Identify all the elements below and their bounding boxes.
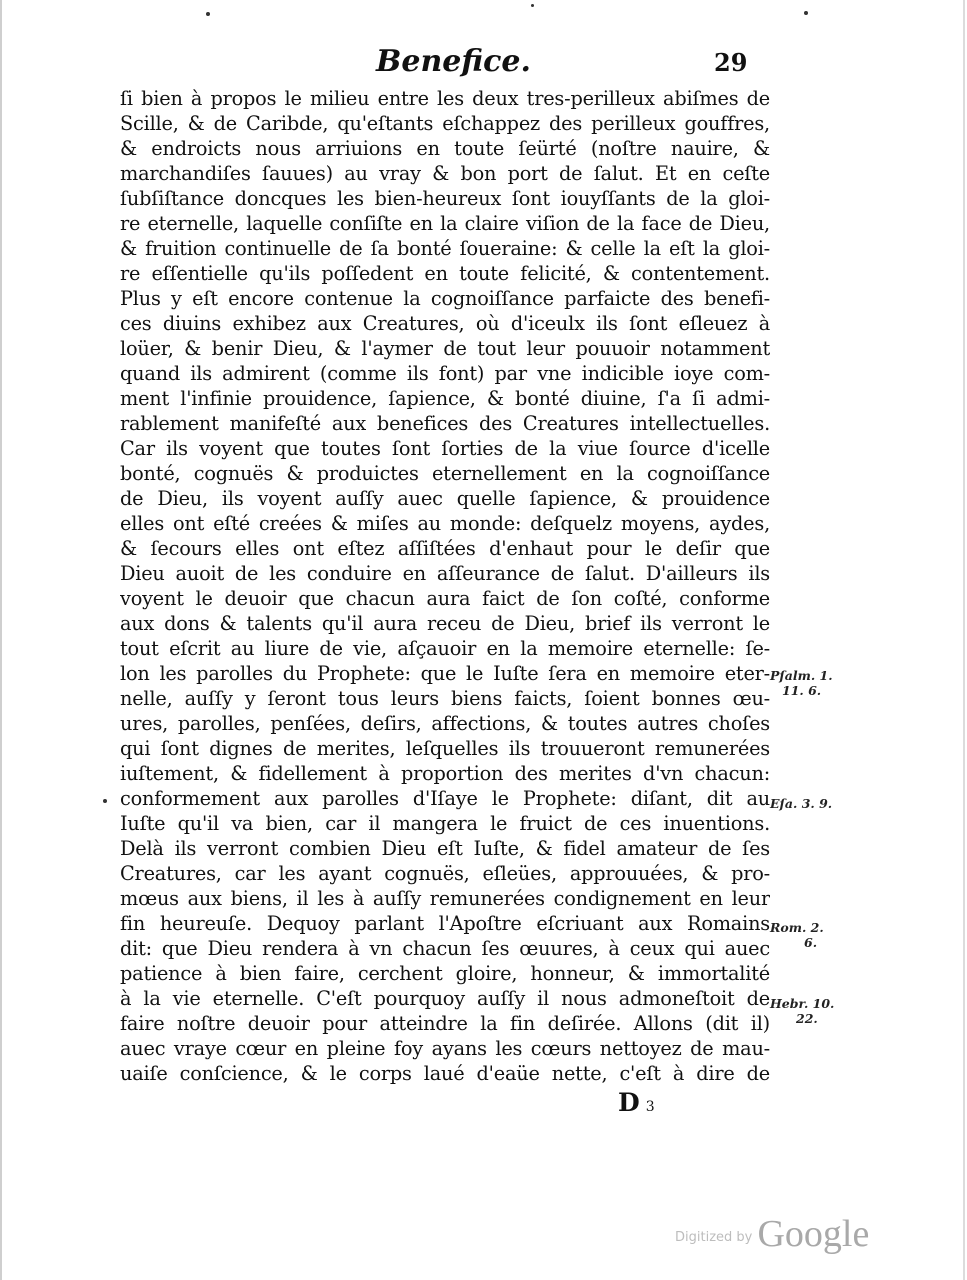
ink-speck: [103, 799, 107, 803]
margin-note-psalm: [770, 668, 833, 698]
watermark-prefix: Digitized by: [675, 1230, 753, 1245]
margin-note-isaiah: [770, 796, 832, 811]
text-line: elles ont eſté creées & miſes au monde: deſquelz moyens, aydes,: [120, 512, 770, 535]
text-line: re eternelle, laquelle conſiſte en la claire viſion de la face de Dieu,: [120, 212, 770, 235]
text-line: marchandiſes ſauues) au vray & bon port de ſalut. Et en ceſte: [120, 162, 770, 185]
text-line: nelle, auſſy y ſeront tous leurs biens faicts, ſoient bonnes œu-: [120, 687, 770, 710]
text-line: Delà ils verront combien Dieu eſt Iuſte, & fidel amateur de ſes: [120, 837, 770, 860]
ink-speck: [206, 12, 210, 16]
text-line: & fruition continuelle de ſa bonté ſoueraine: & celle la eſt la gloi-: [120, 237, 770, 260]
margin-note-hebrews: [770, 996, 834, 1026]
text-line: re eſſentielle qu'ils poſſedent en toute felicité, & contentement.: [120, 262, 770, 285]
signature-mark: [618, 1088, 655, 1117]
text-line: bonté, cognuës & produictes eternellement en la cognoiſſance: [120, 462, 770, 485]
text-line: lon les parolles du Prophete: que le Iuſte ſera en memoire eter-: [120, 662, 770, 685]
running-header: [370, 44, 770, 84]
margin-note-line: 6.: [804, 935, 818, 950]
margin-note-line: Hebr. 10.: [770, 996, 835, 1011]
text-line: aux dons & talents qu'il aura receu de Dieu, brief ils verront le: [120, 612, 770, 635]
text-line: Scille, & de Caribde, qu'eſtants eſchappez des perilleux gouffres,: [120, 112, 770, 135]
ink-speck: [531, 4, 534, 7]
text-line: & endroicts nous arriuions en toute ſeürté (noſtre nauire, &: [120, 137, 770, 160]
text-line: dit: que Dieu rendera à vn chacun ſes œuures, à ceux qui auec: [120, 937, 770, 960]
text-line: fin heureuſe. Dequoy parlant l'Apoſtre eſcriuant aux Romains: [120, 912, 770, 935]
digitized-watermark: [675, 1212, 869, 1256]
text-line: ment l'infinie prouidence, ſapience, & bonté diuine, ſ'a ſi admi-: [120, 387, 770, 410]
margin-note-line: 11. 6.: [782, 683, 822, 698]
margin-note-line: 22.: [796, 1011, 818, 1026]
text-line: rablement manifeſté aux benefices des Creatures intellectuelles.: [120, 412, 770, 435]
text-line: Iuſte qu'il va bien, car il mangera le fruict de ces inuentions.: [120, 812, 770, 835]
running-title: Benefice.: [376, 44, 531, 79]
margin-note-line: Pſalm. 1.: [770, 668, 833, 683]
text-line: quand ils admirent (comme ils font) par vne indicible ioye com-: [120, 362, 770, 385]
text-line: qui ſont dignes de merites, leſquelles ils trouueront remunerées: [120, 737, 770, 760]
page-right-edge: [963, 0, 965, 1280]
margin-note-line: Eſa. 3. 9.: [770, 796, 833, 811]
signature-number: 3: [645, 1099, 655, 1115]
text-line: à la vie eternelle. C'eſt pourquoy auſſy il nous admoneſtoit de: [120, 987, 770, 1010]
watermark-logo: Google: [757, 1213, 870, 1255]
text-line: ces diuins exhibez aux Creatures, où d'iceulx ils ſont eſleuez à: [120, 312, 770, 335]
text-line: ſi bien à propos le milieu entre les deux tres-perilleux abiſmes de: [120, 87, 770, 110]
page-left-edge: [0, 0, 2, 1280]
page-number: 29: [714, 48, 748, 77]
text-line: mœus aux biens, il les à auſſy remunerées condignement en leur: [120, 887, 770, 910]
text-line: auec vraye cœur en pleine foy ayans les cœurs nettoyez de mau-: [120, 1037, 770, 1060]
text-line: & ſecours elles ont eſtez aſſiſtées d'enhaut pour le deſir que: [120, 537, 770, 560]
margin-note-romans: [770, 920, 824, 950]
text-line: uaiſe conſcience, & le corps laué d'eaüe nette, c'eſt à dire de: [120, 1062, 770, 1085]
text-line: conformement aux parolles d'Iſaye le Prophete: diſant, dit au: [120, 787, 770, 810]
body-text: [120, 86, 770, 1086]
text-line: de Dieu, ils voyent auſſy auec quelle ſapience, & prouidence: [120, 487, 770, 510]
text-line: voyent le deuoir que chacun aura faict de ſon coſté, conforme: [120, 587, 770, 610]
margin-note-line: Rom. 2.: [770, 920, 824, 935]
text-line: tout eſcrit au liure de vie, aſçauoir en la memoire eternelle: ſe-: [120, 637, 770, 660]
ink-speck: [804, 11, 808, 15]
signature-letter: D: [618, 1088, 640, 1117]
text-line: ures, parolles, penſées, deſirs, affections, & toutes autres choſes: [120, 712, 770, 735]
text-line: patience à bien faire, cerchent gloire, honneur, & immortalité: [120, 962, 770, 985]
text-line: faire noſtre deuoir pour atteindre la fin deſirée. Allons (dit il): [120, 1012, 770, 1035]
text-line: loüer, & benir Dieu, & l'aymer de tout leur pouuoir notamment: [120, 337, 770, 360]
text-line: Dieu auoit de les conduire en aſſeurance de ſalut. D'ailleurs ils: [120, 562, 770, 585]
text-line: Creatures, car les ayant cognuës, eſleües, approuuées, & pro-: [120, 862, 770, 885]
text-line: ſubſiſtance doncques les bien-heureux ſont iouyſſants de la gloi-: [120, 187, 770, 210]
text-line: Plus y eſt encore contenue la cognoiſſance parfaicte des benefi-: [120, 287, 770, 310]
text-line: iuſtement, & fidellement à proportion des merites d'vn chacun:: [120, 762, 770, 785]
text-line: Car ils voyent que toutes ſont ſorties de la viue ſource d'icelle: [120, 437, 770, 460]
